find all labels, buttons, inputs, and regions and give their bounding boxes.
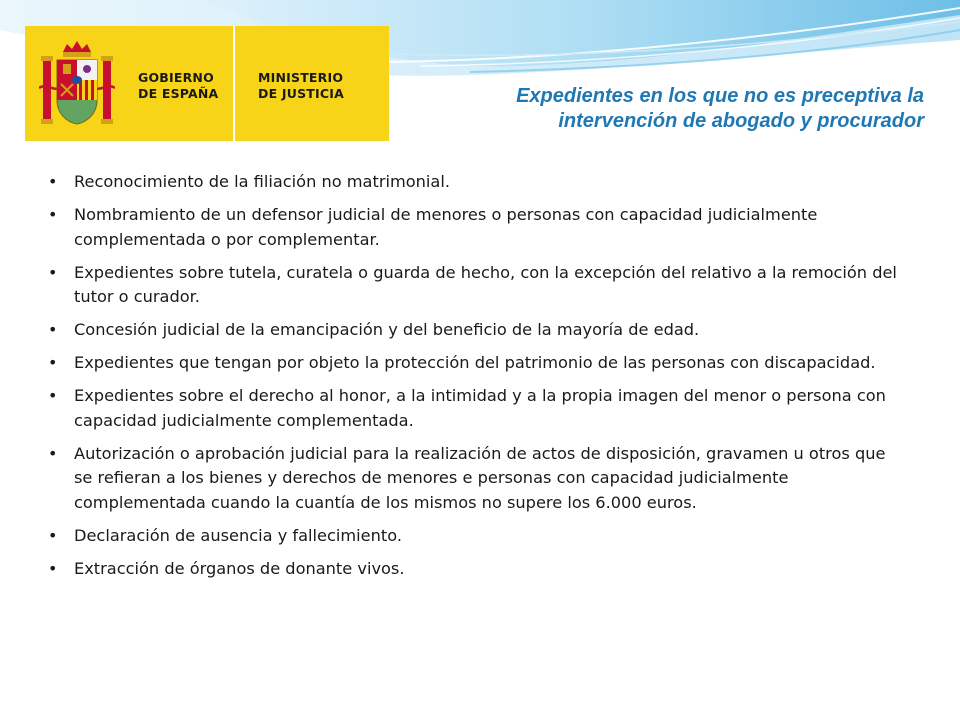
slide-title	[404, 84, 924, 134]
logo-line-gobierno: GOBIERNO	[138, 70, 214, 85]
slide-title-line-2: intervención de abogado y procurador	[558, 110, 924, 132]
bullet-list	[48, 170, 898, 590]
government-logo	[25, 26, 389, 141]
bullet-item: • Concesión judicial de la emancipación y del beneficio de la mayoría de edad.	[48, 318, 898, 343]
coat-of-arms-icon	[39, 38, 115, 130]
bullet-item: • Extracción de órganos de donante vivos.	[48, 557, 898, 582]
bullet-item: • Nombramiento de un defensor judicial de menores o personas con capacidad judicialmente complementada o por complementar.	[48, 203, 898, 252]
slide-title-line-1: Expedientes en los que no es preceptiva la	[516, 85, 924, 107]
bullet-item: • Expedientes sobre tutela, curatela o guarda de hecho, con la excepción del relativo a la remoción del tutor o curador.	[48, 261, 898, 310]
logo-ministerio-text	[258, 70, 344, 102]
bullet-item: • Reconocimiento de la filiación no matrimonial.	[48, 170, 898, 195]
bullet-item: • Expedientes sobre el derecho al honor, a la intimidad y a la propia imagen del menor o persona con capacidad judicialmente complementada.	[48, 384, 898, 433]
bullet-item: • Declaración de ausencia y fallecimiento.	[48, 524, 898, 549]
logo-line-ministerio: MINISTERIO	[258, 70, 344, 85]
logo-line-justicia: DE JUSTICIA	[258, 86, 344, 101]
bullet-item: • Expedientes que tengan por objeto la protección del patrimonio de las personas con discapacidad.	[48, 351, 898, 376]
bullet-item: • Autorización o aprobación judicial para la realización de actos de disposición, gravamen u otros que se refieran a los bienes y derechos de menores e personas con capacidad judicialmente complementada cuando la cuantía de los mismos no supere los 6.000 euros.	[48, 442, 898, 516]
logo-gobierno-text	[138, 70, 218, 102]
logo-line-espana: DE ESPAÑA	[138, 86, 219, 101]
logo-divider	[233, 26, 235, 141]
